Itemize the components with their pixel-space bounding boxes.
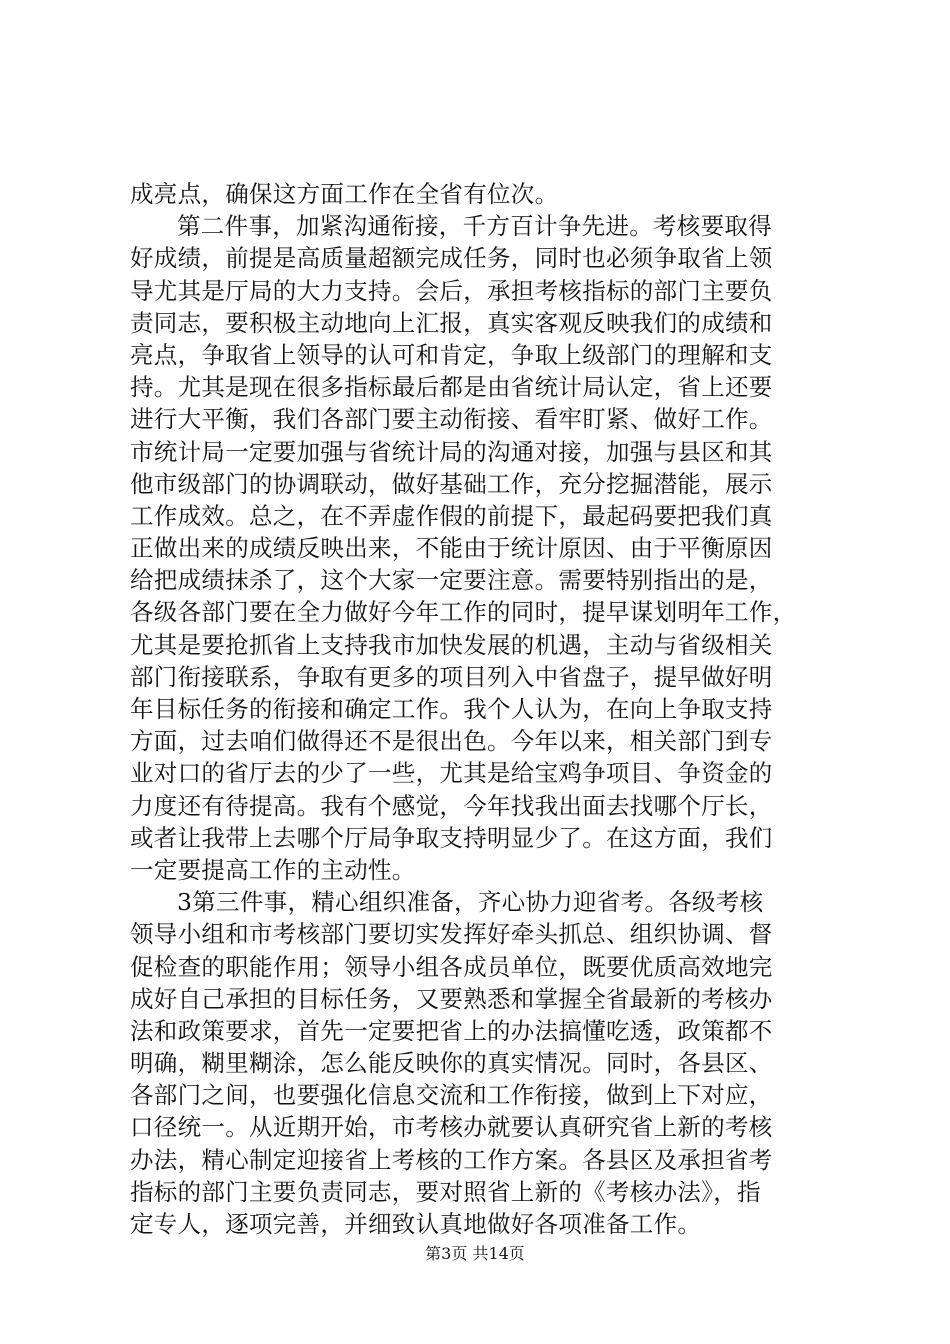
- text-line: 成好自己承担的目标任务，又要熟悉和掌握全省最新的考核办: [130, 984, 773, 1013]
- text-line: 各部门之间，也要强化信息交流和工作衔接，做到上下对应，: [130, 1081, 773, 1110]
- text-line: 好成绩，前提是高质量超额完成任务，同时也必须争取省上领: [130, 244, 773, 273]
- page-footer: 第3页 共14页: [425, 1244, 525, 1263]
- text-line: 各级各部门要在全力做好今年工作的同时，提早谋划明年工作，: [130, 598, 797, 627]
- text-line: 力度还有待提高。我有个感觉，今年找我出面去找哪个厅长，: [130, 791, 773, 820]
- text-line: 他市级部门的协调联动，做好基础工作，充分挖掘潜能，展示: [130, 469, 773, 498]
- text-line: 给把成绩抹杀了，这个大家一定要注意。需要特别指出的是，: [130, 566, 773, 595]
- text-line: 指标的部门主要负责同志，要对照省上新的《考核办法》，指: [130, 1177, 761, 1206]
- text-line: 持。尤其是现在很多指标最后都是由省统计局认定，省上还要: [130, 373, 773, 402]
- text-line: 办法，精心制定迎接省上考核的工作方案。各县区及承担省考: [130, 1145, 773, 1174]
- text-line: 促检查的职能作用；领导小组各成员单位，既要优质高效地完: [130, 952, 773, 981]
- text-line: 方面，过去咱们做得还不是很出色。今年以来，相关部门到专: [130, 727, 773, 756]
- text-line: 或者让我带上去哪个厅局争取支持明显少了。在这方面，我们: [130, 823, 773, 852]
- document-body: [130, 178, 830, 1240]
- text-line: 口径统一。从近期开始，市考核办就要认真研究省上新的考核: [130, 1113, 773, 1142]
- text-line: 定专人，逐项完善，并细致认真地做好各项准备工作。: [130, 1210, 702, 1238]
- text-line: 成亮点，确保这方面工作在全省有位次。: [130, 180, 559, 208]
- text-line: 领导小组和市考核部门要切实发挥好牵头抓总、组织协调、督: [130, 920, 773, 949]
- text-line: 尤其是要抢抓省上支持我市加快发展的机遇，主动与省级相关: [130, 630, 773, 659]
- text-line: 明确，糊里糊涂，怎么能反映你的真实情况。同时，各县区、: [130, 1049, 773, 1078]
- text-line: 业对口的省厅去的少了一些，尤其是给宝鸡争项目、争资金的: [130, 759, 773, 788]
- text-line: 法和政策要求，首先一定要把省上的办法搞懂吃透，政策都不: [130, 1016, 773, 1045]
- text-line: 导尤其是厅局的大力支持。会后，承担考核指标的部门主要负: [130, 276, 773, 305]
- text-line: 市统计局一定要加强与省统计局的沟通对接，加强与县区和其: [130, 437, 773, 466]
- text-line: 正做出来的成绩反映出来，不能由于统计原因、由于平衡原因: [130, 534, 773, 563]
- text-line: 一定要提高工作的主动性。: [130, 855, 416, 884]
- text-line: 第二件事，加紧沟通衔接，千方百计争先进。考核要取得: [177, 212, 772, 241]
- text-line: 年目标任务的衔接和确定工作。我个人认为，在向上争取支持: [130, 695, 773, 723]
- text-line: 亮点，争取省上领导的认可和肯定，争取上级部门的理解和支: [130, 340, 773, 369]
- text-line: 工作成效。总之，在不弄虚作假的前提下，最起码要把我们真: [130, 501, 773, 530]
- text-line: 进行大平衡，我们各部门要主动衔接、看牢盯紧、做好工作。: [130, 405, 773, 434]
- text-line: 部门衔接联系，争取有更多的项目列入中省盘子，提早做好明: [130, 662, 773, 691]
- text-line: 3第三件事，精心组织准备，齐心协力迎省考。各级考核: [177, 888, 764, 917]
- text-line: 责同志，要积极主动地向上汇报，真实客观反映我们的成绩和: [130, 308, 773, 337]
